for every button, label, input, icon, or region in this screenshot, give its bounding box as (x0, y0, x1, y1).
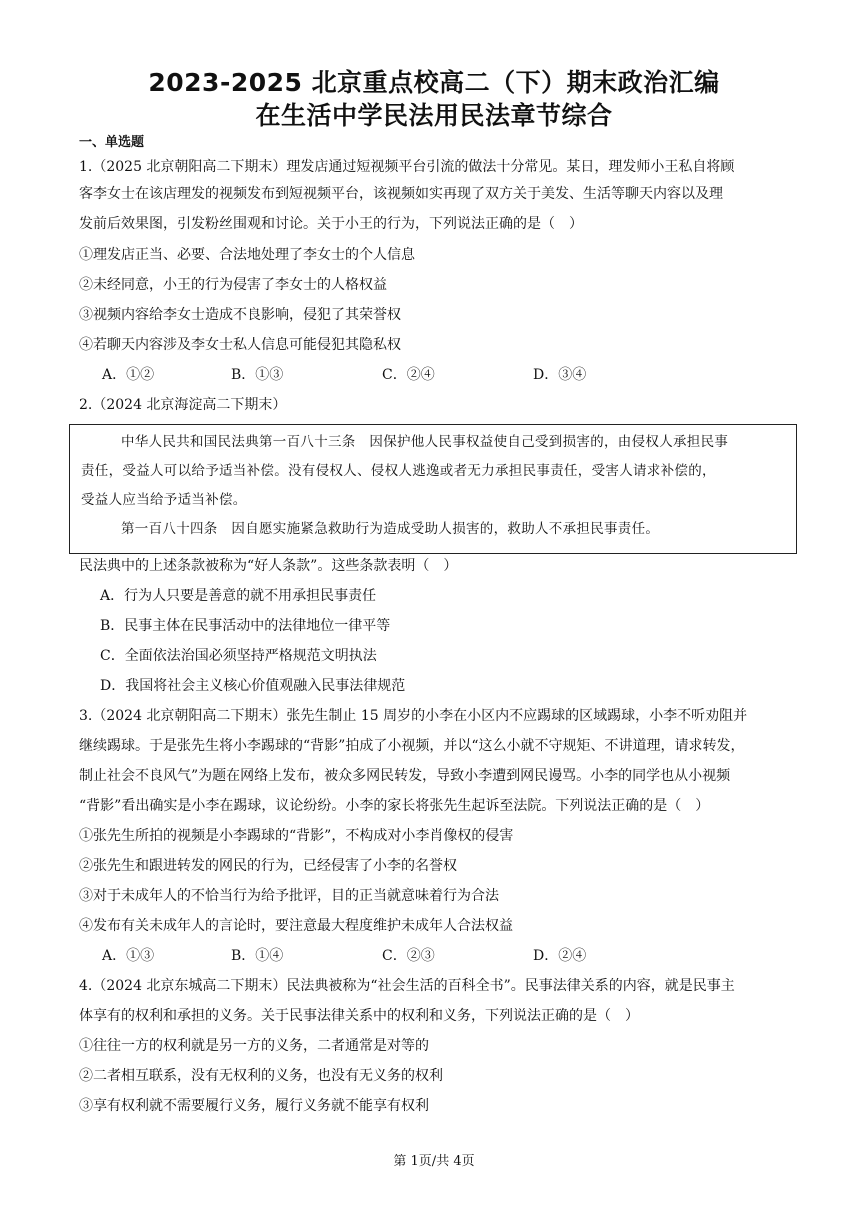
document-title-line2: 在生活中学民法用民法章节综合 (255, 101, 613, 130)
question-3-statement-2: ②张先生和跟进转发的网民的行为，已经侵害了小李的名誉权 (79, 858, 457, 874)
question-3-statement-4: ④发布有关未成年人的言论时，要注意最大程度维护未成年人合法权益 (79, 918, 513, 934)
question-4-stem-line1: 4.（2024 北京东城高二下期末）民法典被称为“社会生活的百科全书”。民事法律关系的内容，就是民事主 (79, 978, 735, 994)
question-3-option-d[interactable]: D．②④ (533, 948, 587, 964)
quote-line-3: 受益人应当给予适当补偿。 (81, 492, 247, 508)
question-2-option-c[interactable]: C．全面依法治国必须坚持严格规范文明执法 (100, 648, 377, 664)
question-4-statement-3: ③享有权利就不需要履行义务，履行义务就不能享有权利 (79, 1098, 429, 1114)
question-1-stem-line3: 发前后效果图，引发粉丝围观和讨论。关于小王的行为，下列说法正确的是（ ） (79, 216, 583, 232)
question-1-option-b[interactable]: B．①③ (231, 367, 284, 383)
quote-line-2: 责任，受益人可以给予适当补偿。没有侵权人、侵权人逃逸或者无力承担民事责任，受害人请求补偿的， (81, 463, 716, 479)
question-2-stem-after: 民法典中的上述条款被称为“好人条款”。这些条款表明（ ） (79, 558, 458, 574)
question-3-statement-1: ①张先生所拍的视频是小李踢球的“背影”，不构成对小李肖像权的侵害 (79, 828, 514, 844)
question-3-statement-3: ③对于未成年人的不恰当行为给予批评，目的正当就意味着行为合法 (79, 888, 499, 904)
question-1-option-d[interactable]: D．③④ (533, 367, 587, 383)
question-4-stem-line2: 体享有的权利和承担的义务。关于民事法律关系中的权利和义务，下列说法正确的是（ ） (79, 1008, 639, 1024)
question-1-stem-line2: 客李女士在该店理发的视频发布到短视频平台，该视频如实再现了双方关于美发、生活等聊天内容以及理 (79, 186, 723, 202)
question-1-stem-line1: 1.（2025 北京朝阳高二下期末）理发店通过短视频平台引流的做法十分常见。某日，理发师小王私自将顾 (79, 159, 735, 175)
question-2-stem-line1: 2.（2024 北京海淀高二下期末） (79, 397, 287, 413)
section-heading: 一、单选题 (79, 135, 145, 150)
question-4-statement-2: ②二者相互联系，没有无权利的义务，也没有无义务的权利 (79, 1068, 443, 1084)
question-1-statement-1: ①理发店正当、必要、合法地处理了李女士的个人信息 (79, 247, 415, 263)
civil-code-quote-box (69, 424, 797, 554)
question-2-option-a[interactable]: A．行为人只要是善意的就不用承担民事责任 (100, 588, 377, 604)
question-1-statement-2: ②未经同意，小王的行为侵害了李女士的人格权益 (79, 277, 387, 293)
question-3-stem-line3: 制止社会不良风气”为题在网络上发布，被众多网民转发，导致小李遭到网民谩骂。小李的同学也从小视频 (79, 768, 731, 784)
question-1-statement-3: ③视频内容给李女士造成不良影响，侵犯了其荣誉权 (79, 307, 401, 323)
question-1-statement-4: ④若聊天内容涉及李女士私人信息可能侵犯其隐私权 (79, 337, 401, 353)
question-3-option-c[interactable]: C．②③ (382, 948, 435, 964)
question-1-option-c[interactable]: C．②④ (382, 367, 435, 383)
page-footer-number: 第 1页/共 4页 (393, 1154, 475, 1169)
document-title-line1: 2023-2025 北京重点校高二（下）期末政治汇编 (148, 68, 720, 97)
question-3-stem-line1: 3.（2024 北京朝阳高二下期末）张先生制止 15 周岁的小李在小区内不应踢球的区域踢球，小李不听劝阻并 (79, 708, 748, 724)
quote-line-4: 第一百八十四条 因自愿实施紧急救助行为造成受助人损害的，救助人不承担民事责任。 (121, 521, 660, 537)
question-2-option-b[interactable]: B．民事主体在民事活动中的法律地位一律平等 (100, 618, 391, 634)
question-4-statement-1: ①往往一方的权利就是另一方的义务，二者通常是对等的 (79, 1038, 429, 1054)
quote-line-1: 中华人民共和国民法典第一百八十三条 因保护他人民事权益使自己受到损害的，由侵权人承担民事 (121, 434, 729, 450)
question-2-option-d[interactable]: D．我国将社会主义核心价值观融入民事法律规范 (100, 678, 406, 694)
question-3-stem-line4: “背影”看出确实是小李在踢球，议论纷纷。小李的家长将张先生起诉至法院。下列说法正确的是（ ） (79, 798, 710, 814)
question-3-stem-line2: 继续踢球。于是张先生将小李踢球的“背影”拍成了小视频，并以“这么小就不守规矩、不讲道理，请求转发， (79, 738, 745, 754)
question-1-option-a[interactable]: A．①② (102, 367, 155, 383)
question-3-option-a[interactable]: A．①③ (102, 948, 155, 964)
question-3-option-b[interactable]: B．①④ (231, 948, 284, 964)
